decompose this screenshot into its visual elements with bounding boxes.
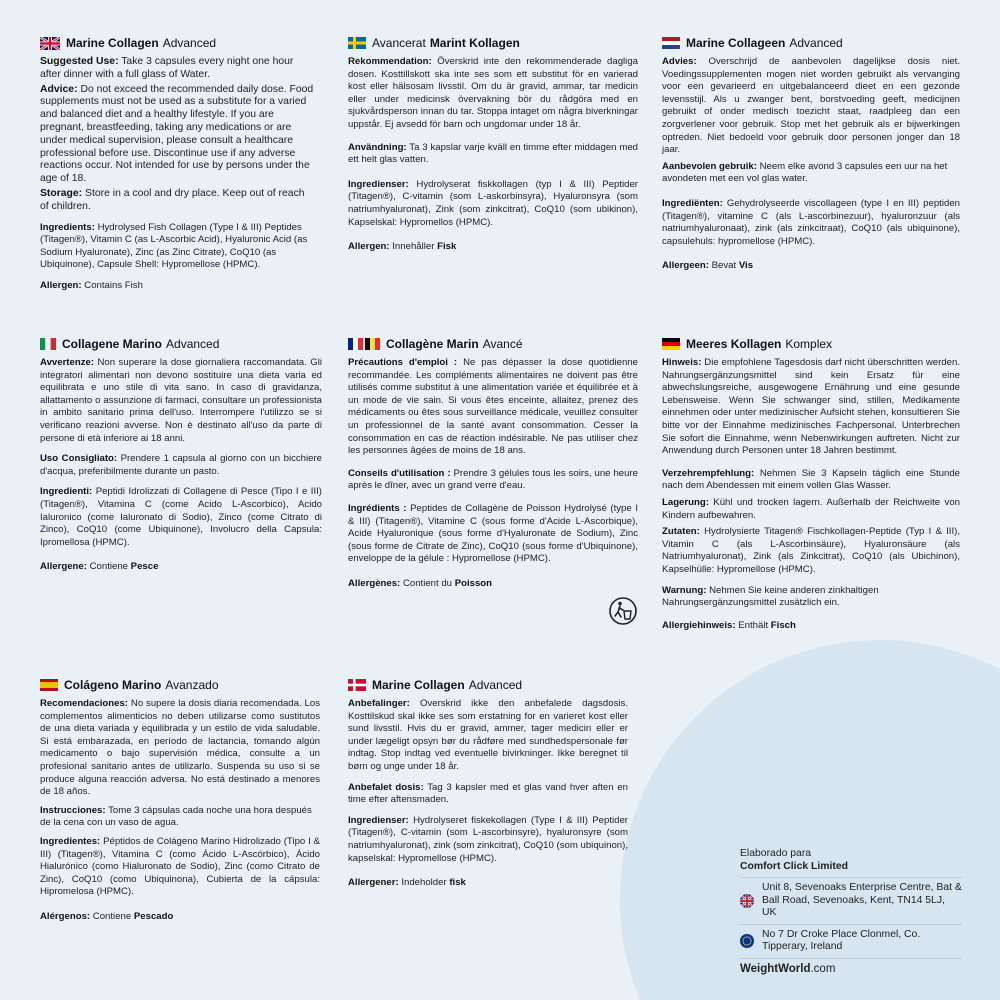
uk-flag-icon: [40, 37, 60, 50]
heading-italian: [40, 337, 322, 351]
ingredients: Ingrediënten: Gehydrolyseerde viscollageen (type I en III) peptiden (Titagen®), vitamine C (als L-ascorbinezuur), hyaluronzuur (als natriumhyaluronaat), zink (als zinkcitraat), CoQ10 (als ubiquinone), capsulehuls: hypromellose (HPMC).: [662, 197, 960, 247]
heading-danish: [348, 678, 628, 692]
suggested-use: Suggested Use: Take 3 capsules every night one hour after dinner with a full glass of Water.: [40, 56, 294, 80]
product-name-bold: Marint Kollagen: [429, 36, 520, 50]
eu-flag-icon: [740, 934, 754, 948]
advice: Advies: Overschrijd de aanbevolen dagelijkse dosis niet. Voedingssupplementen mogen niet worden gebruikt als vervanging voor een gevarieerd en uitgebalanceerd dieet en een gezonde levensstijl. Als u zwanger bent, borstvoeding geeft, medicijnen gebruikt of onder medisch toezicht staat, raadpleeg dan een zorgverlener voor gebruik. Stop met het gebruik als er bijwerkingen optreden. Niet bedoeld voor gebruik door personen jonger dan 18 jaar.: [662, 56, 960, 156]
section-german: [662, 337, 960, 638]
ingredients: Ingredients: Hydrolysed Fish Collagen (Type I & III) Peptides (Titagen®), Vitamin C (as L-Ascorbic Acid), Hyaluronic Acid (as Sodium Hyaluronate), Zinc (as Zinc Citrate), CoQ10 (as Ubiquinone), Capsule Shell: Hypromellose (HPMC).: [40, 221, 308, 271]
heading-english: [40, 36, 316, 50]
product-name-rest: Advanced: [162, 36, 217, 50]
usage: Verzehrempfehlung: Nehmen Sie 3 Kapseln täglich eine Stunde nach dem Abendessen mit einem vollen Glas Wasser.: [662, 467, 960, 492]
allergen: Allergiehinweis: Enthält Fisch: [662, 619, 796, 631]
product-name-rest: Avancé: [482, 337, 523, 351]
allergen: Allergener: Indeholder fisk: [348, 877, 466, 889]
product-name-bold: Collagene Marino: [62, 337, 163, 351]
allergen: Allergènes: Contient du Poisson: [348, 577, 493, 589]
usage: Användning: Ta 3 kapslar varje kväll en timme efter middagen med ett helt glas vatten.: [348, 141, 638, 166]
product-name-rest: Advanced: [789, 36, 843, 50]
product-name-rest: Komplex: [785, 337, 833, 351]
section-italian: [40, 337, 322, 580]
allergen: Allergene: Contiene Pesce: [40, 561, 159, 573]
heading-swedish: [348, 36, 638, 50]
recommendations: Anbefalinger: Overskrid ikke den anbefalede dagsdosis. Kosttilskud skal ikke ses som erstatning for en varieret kost eller sund livsstil. Hvis du er gravid, ammer, tager medicin eller er under lægeligt opsyn bør du rådføre med sundhedspersonale før indtag. Stop indtag ved eventuelle bivirkninger. Ikke beregnet til børn og unge under 18 år.: [348, 698, 628, 772]
product-name-rest: Advanced: [166, 337, 220, 351]
ingredients: Ingrédients : Peptides de Collagène de Poisson Hydrolysé (type I & III) (Titagen®), Vitamine C (sous forme d'Acide L-Ascorbique), Acide Hyaluronique (sous forme d'Hyaluronate de Sodium), Zinc (sous forme de Citrate de Zinc), CoQ10 (sous forme d'Ubiquinone), enveloppe de la gélule : Hypromellose (HPMC).: [348, 502, 638, 565]
heading-french: [348, 337, 638, 351]
company-info: [740, 848, 962, 975]
product-name-rest: Avanzado: [165, 678, 219, 692]
precautions: Précautions d'emploi : Ne pas dépasser la dose quotidienne recommandée. Les compléments alimentaires ne doivent pas être utilisés comme substitut à une alimentation variée et équilibrée et à un mode de vie sain. Si vous êtes enceinte, allaitez, prenez des médicaments ou êtes sous surveillance médicale, veuillez consulter un professionnel de la santé avant consommation. Cesser la consommation en cas de réaction indésirable. Ne pas utiliser chez les personnes âgées de moins de 18 ans.: [348, 357, 638, 457]
usage: Conseils d'utilisation : Prendre 3 gélules tous les soirs, une heure après le dîner, avec un grand verre d'eau.: [348, 467, 638, 492]
section-dutch: [662, 36, 960, 279]
heading-dutch: [662, 36, 960, 50]
section-french: [348, 337, 638, 597]
warning: Warnung: Nehmen Sie keine anderen zinkhaltigen Nahrungsergänzungsmittel zusätzlich ein.: [662, 584, 879, 609]
denmark-flag-icon: [348, 679, 366, 691]
company-name: Comfort Click Limited: [740, 861, 962, 879]
product-name-bold: Colágeno Marino: [64, 678, 162, 692]
advice: Advice: Do not exceed the recommended daily dose. Food supplements must not be used as a substitute for a varied and balanced diet and a healthy lifestyle. If you are pregnant, breastfeeding, taking any medications or are under medical supervision, please consult a healthcare professional before use. Discontinue use if any adverse reactions occur. Not intended for use by persons under the age of 18.: [40, 83, 314, 185]
product-name-bold: Meeres Kollagen: [686, 337, 782, 351]
sweden-flag-icon: [348, 37, 366, 49]
recommendation: Rekommendation: Överskrid inte den rekommenderade dagliga dosen. Kosttillskott ska inte ses som ett substitut för en varierad kost eller hälsosam livsstil. Om du är gravid, ammar, tar medicin eller under medicinsk övervakning bör du rådgöra med en sjukvårdsperson innan du tar. Stoppa intaget om några biverkningar uppstår. Ej avsedd för barn och ungdomar under 18 år.: [348, 56, 638, 130]
product-name-bold: Marine Collagen: [66, 36, 159, 50]
france-belgium-flag-icon: [348, 338, 380, 350]
section-swedish: [348, 36, 638, 260]
storage: Lagerung: Kühl und trocken lagern. Außerhalb der Reichweite von Kindern aufbewahren.: [662, 496, 960, 521]
hint: Hinweis: Die empfohlene Tagesdosis darf nicht überschritten werden. Nahrungsergänzungsmittel sind kein Ersatz für eine abwechslungsreiche, ausgewogene Ernährung und eine gesunde Lebensweise. Wenn Sie schwanger sind, stillen, Medikamente einnehmen oder unter medizinischer Aufsicht stehen, konsultieren Sie bitte vor der Einnahme medizinisches Fachpersonal. Unterbrechen Sie sofort die Einnahme, wenn Nebenwirkungen auftreten. Nicht zur Anwendung durch Personen unter 18 Jahren bestimmt.: [662, 357, 960, 457]
netherlands-flag-icon: [662, 37, 680, 49]
product-name-rest: Avancerat: [372, 36, 426, 50]
italy-flag-icon: [40, 338, 56, 350]
uk-address-row: [740, 878, 962, 925]
section-spanish: [40, 678, 320, 930]
product-name-bold: Marine Collagen: [372, 678, 465, 692]
heading-german: [662, 337, 960, 351]
allergen: Alérgenos: Contiene Pescado: [40, 910, 174, 922]
section-danish: [348, 678, 628, 896]
ingredients: Zutaten: Hydrolysierte Titagen® Fischkollagen-Peptide (Typ I & III), Vitamin C (als L-Ascorbinsäure), Hyaluronsäure (als Natriumhyaluronat), Zink (als Zinkcitrat), CoQ10 (als Ubichinon), Kapselhülle: Hypromellose (HPMC).: [662, 526, 961, 575]
eu-address-row: [740, 925, 962, 959]
germany-flag-icon: [662, 338, 680, 350]
ingredients: Ingredientes: Péptidos de Colágeno Marino Hidrolizado (Tipo I & III) (Titagen®), Vitamina C (como Ácido L-Ascórbico), Ácido Hialurónico (como Hialuronato de Sodio), Zinc (como Citrato de Zinc), CoQ10 (como Ubiquinona), Cubierta de la cápsula: Hipromelosa (HPMC).: [40, 835, 321, 898]
ingredients: Ingredienser: Hydrolyserat fiskkollagen (typ I & III) Peptider (Titagen®), C-vitamin (som L-askorbinsyra), Hyaluronsyra (som natriumhyaluronat), Zink (som zinkcitrat), CoQ10 (som ubikinon), Kapselskal: Hypromellos (HPMC).: [348, 178, 638, 228]
spain-flag-icon: [40, 679, 58, 691]
uk-round-flag-icon: [740, 894, 754, 908]
allergen: Allergeen: Bevat Vis: [662, 260, 754, 272]
product-name-rest: Advanced: [468, 678, 523, 692]
dosage: Anbefalet dosis: Tag 3 kapsler med et glas vand hver aften en time efter aftensmaden.: [348, 781, 628, 806]
allergen: Allergen: Innehåller Fisk: [348, 241, 457, 253]
heading-spanish: [40, 678, 320, 692]
recommendations: Recomendaciones: No supere la dosis diaria recomendada. Los complementos alimenticios no deben utilizarse como sustitutos de una dieta variada y equilibrada y un estilo de vida saludable. Si está embarazada, en período de lactancia, tomando algún medicamento o bajo supervisión médica, consulte a un profesional sanitario antes de utilizarlo. Suspenda su uso si se produce alguna reacción adversa. No está destinado a menores de 18 años.: [40, 698, 320, 798]
usage: Aanbevolen gebruik: Neem elke avond 3 capsules een uur na het avondeten met een vol glas water.: [662, 160, 948, 185]
eu-address: No 7 Dr Croke Place Clonmel, Co. Tipperary, Ireland: [762, 928, 921, 952]
product-name-bold: Collagène Marin: [386, 337, 479, 351]
instructions: Instrucciones: Tome 3 cápsulas cada noche una hora después de la cena con un vaso de agua.: [40, 804, 312, 829]
tidyman-recycle-icon: [608, 596, 638, 626]
ingredients: Ingredienti: Peptidi Idrolizzati di Collagene di Pesce (Tipo I e III) (Titagen®), Vitamina C (come Acido L-Ascorbico), Acido Ialuronico (come Ialuronato di Sodio), Zinco (come Citrato di Zinco), CoQ10 (come Ubiquinone), Involucro della Capsula: Ipromellosa (HPMC).: [40, 486, 323, 548]
product-name-bold: Marine Collageen: [686, 36, 786, 50]
section-english: [40, 36, 316, 299]
warnings: Avvertenze: Non superare la dose giornaliera raccomandata. Gli integratori alimentari non devono sostituire una dieta varia ed equilibrata e uno stile di vita sano. In caso di gravidanza, allattamento o assunzione di farmaci, consultare un professionista in ambito sanitario prima dell'uso. Interrompere l'utilizzo se si verificano reazioni avverse. Non è destinato all'uso da parte di persone di età inferiore ai 18 anni.: [40, 357, 322, 444]
storage: Storage: Store in a cool and dry place. Keep out of reach of children.: [40, 187, 305, 212]
ingredients: Ingredienser: Hydrolyseret fiskekollagen (Type I & III) Peptider (Titagen®), C-vitamin (som L-ascorbinsyre), hyaluronsyre (som natriumhyaluronat), zink (som zinkcitrat), CoQ10 (som ubiquinon), kapselskal: Hypromellose (HPMC).: [348, 814, 628, 864]
made-for-label: Elaborado para: [740, 848, 812, 859]
allergen: Allergen: Contains Fish: [40, 279, 143, 291]
website: WeightWorld.com: [740, 962, 836, 975]
usage: Uso Consigliato: Prendere 1 capsula al giorno con un bicchiere d'acqua, preferibilmente durante un pasto.: [40, 453, 323, 477]
uk-address: Unit 8, Sevenoaks Enterprise Centre, Bat & Ball Road, Sevenoaks, Kent, TN14 5LJ, UK: [762, 882, 962, 918]
